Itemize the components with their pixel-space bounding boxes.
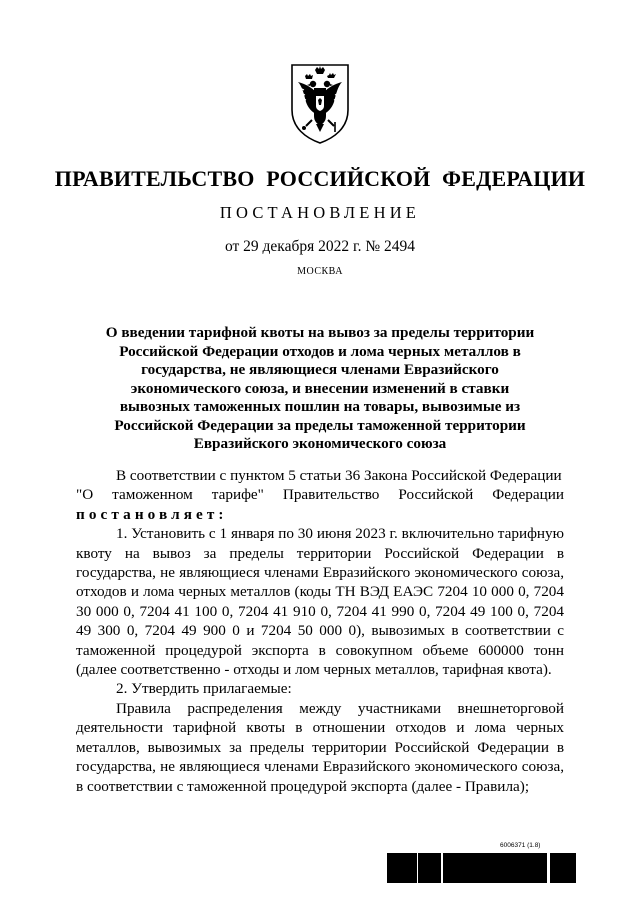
barcode-bar [558, 853, 560, 883]
barcode-bar [394, 853, 397, 883]
barcode-bar [411, 853, 412, 883]
barcode-bar [468, 853, 469, 883]
barcode-bar [470, 853, 472, 883]
barcode-bar [388, 853, 390, 883]
barcode-bar [510, 853, 512, 883]
barcode-bar [438, 853, 439, 883]
barcode-bar [397, 853, 400, 883]
document-heading: О введении тарифной квоты на вывоз за пределы территории Российской Федерации отходов и лома черных металлов в государства, не являющиеся членами Евразийского экономического союза, и внесении изменений в ставки вывозных таможенных пошлин на товары, вывозимые из Российской Федерации за пределы таможенной территории Евразийского экономического союза [105, 324, 535, 452]
barcode-bar [546, 853, 547, 883]
barcode-bar [390, 853, 391, 883]
barcode-bar [407, 853, 410, 883]
barcode-bar [433, 853, 434, 883]
barcode-bar [476, 853, 477, 883]
barcode-bar [455, 853, 458, 883]
barcode-bar [489, 853, 491, 883]
barcode-bar [404, 853, 407, 883]
barcode-bar [469, 853, 470, 883]
barcode-bar [573, 853, 574, 883]
barcode-bar [567, 853, 568, 883]
barcode-bar [536, 853, 537, 883]
barcode-bar [493, 853, 494, 883]
intro-line-1: В соответствии с пунктом 5 статьи 36 Закона Российской Федерации [116, 467, 562, 484]
barcode-bar [560, 853, 563, 883]
government-title: ПРАВИТЕЛЬСТВО РОССИЙСКОЙ ФЕДЕРАЦИИ [54, 166, 586, 191]
barcode-bar [532, 853, 533, 883]
barcode-bar [446, 853, 447, 883]
barcode-bar [480, 853, 483, 883]
barcode-bar [556, 853, 558, 883]
barcode-bar [484, 853, 485, 883]
barcode-bar [528, 853, 529, 883]
barcode-bar [520, 853, 523, 883]
barcode-bar [537, 853, 539, 883]
barcode-bar [555, 853, 556, 883]
barcode-bar [545, 853, 546, 883]
barcode-bar [428, 853, 430, 883]
russian-coat-of-arms-icon [288, 62, 352, 146]
document-body [76, 466, 564, 796]
barcode-bar [502, 853, 504, 883]
barcode-bar [551, 853, 553, 883]
barcode-bar [550, 853, 551, 883]
barcode-bar [418, 853, 420, 883]
barcode-bar [391, 853, 394, 883]
barcode-number: 6006371 (1.8) [500, 842, 541, 849]
barcode-bar [473, 853, 476, 883]
barcode-bar [421, 853, 423, 883]
barcode-bar [412, 853, 414, 883]
barcode-bar [410, 853, 411, 883]
barcode-bar [465, 853, 468, 883]
barcode-bar [436, 853, 438, 883]
barcode-bar [403, 853, 404, 883]
barcode-bar [434, 853, 435, 883]
barcode-bar [426, 853, 428, 883]
barcode-bar [387, 853, 388, 883]
barcode-bar [515, 853, 517, 883]
barcode-icon [386, 853, 576, 883]
barcode-bar [539, 853, 542, 883]
barcode-bar [458, 853, 461, 883]
barcode-bar [533, 853, 536, 883]
barcode-bar [568, 853, 570, 883]
barcode-bar [498, 853, 501, 883]
barcode-bar [439, 853, 441, 883]
barcode-bar [523, 853, 525, 883]
barcode-bar [544, 853, 545, 883]
barcode-bar [574, 853, 576, 883]
barcode-bar [570, 853, 573, 883]
decree-word: постановляет: [76, 505, 228, 523]
barcode-bar [525, 853, 528, 883]
barcode-bar [461, 853, 463, 883]
barcode-bar [492, 853, 493, 883]
document-date-number: от 29 декабря 2022 г. № 2494 [224, 238, 416, 255]
barcode-bar [507, 853, 510, 883]
barcode-bar [430, 853, 433, 883]
barcode-bar [501, 853, 502, 883]
barcode-bar [416, 853, 417, 883]
barcode-bar [452, 853, 455, 883]
barcode-bar [542, 853, 544, 883]
barcode-bar [487, 853, 489, 883]
document-city: МОСКВА [297, 266, 343, 277]
barcode-bar [435, 853, 436, 883]
barcode-bar [472, 853, 473, 883]
item-2-rules: Правила распределения между участниками внешнеторговой деятельности тарифной квоты в отношении отходов и лома черных металлов, вывозимых за пределы территории Российской Федерации в государства, не являющиеся членами Евразийского экономического союза, в соответствии с таможенной процедурой экспорта (далее - Правила); [76, 699, 564, 795]
barcode-bar [483, 853, 484, 883]
barcode-bar [563, 853, 564, 883]
barcode-bar [496, 853, 498, 883]
barcode-bar [400, 853, 403, 883]
barcode-bar [504, 853, 507, 883]
barcode-bar [485, 853, 487, 883]
barcode-bar [420, 853, 421, 883]
barcode-bar [450, 853, 452, 883]
item-1: 1. Установить с 1 января по 30 июня 2023 г. включительно тарифную квоту на вывоз за пределы территории Российской Федерации в государства, не являющиеся членами Евразийского экономического союза, отходов и лома черных металлов (коды ТН ВЭД ЕАЭС 7204 10 000 0, 7204 30 000 0, 7204 41 100 0, 7204 41 910 0, 7204 41 990 0, 7204 49 100 0, 7204 49 300 0, 7204 49 900 0 и 7204 50 000 0), вывозимых в соответствии с таможенной процедурой экспорта в совокупном объеме 600000 тонн (далее соответственно - отходы и лом черных металлов, тарифная квота). [76, 525, 564, 679]
barcode-bar [463, 853, 465, 883]
barcode-bar [512, 853, 515, 883]
barcode-bar [529, 853, 532, 883]
document-type: ПОСТАНОВЛЕНИЕ [219, 203, 421, 222]
barcode-bar [477, 853, 480, 883]
intro-line-2: "О таможенном тарифе" Правительство Российской Федерации [76, 486, 564, 504]
barcode-bar [414, 853, 416, 883]
barcode-bar [553, 853, 554, 883]
decree-word-paragraph [76, 505, 564, 524]
barcode-bar [491, 853, 492, 883]
barcode-bar [564, 853, 567, 883]
barcode-bar [494, 853, 496, 883]
barcode-bar [423, 853, 426, 883]
barcode-bar [443, 853, 446, 883]
barcode-bar [554, 853, 555, 883]
item-2: 2. Утвердить прилагаемые: [116, 680, 292, 698]
barcode-bar [447, 853, 450, 883]
barcode-bar [517, 853, 520, 883]
